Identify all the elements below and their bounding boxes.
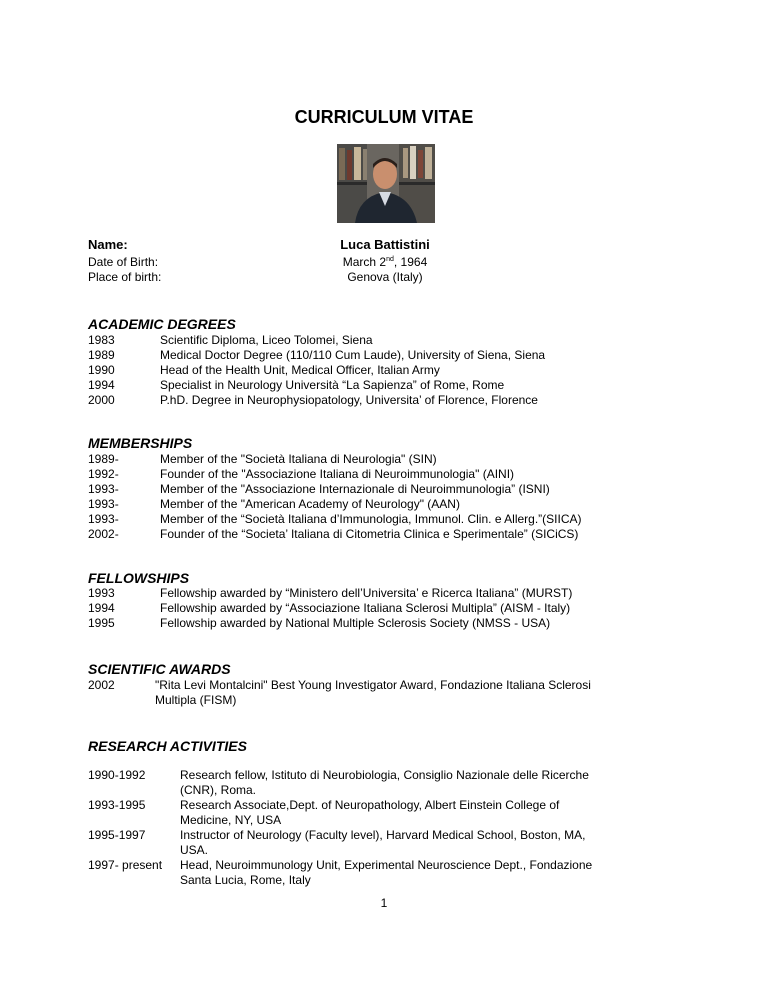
item-text: Founder of the “Societa’ Italiana di Citometria Clinica e Sperimentale” (SICiCS)	[160, 527, 579, 541]
item-text: Fellowship awarded by “Associazione Italiana Sclerosi Multipla” (AISM - Italy)	[160, 601, 571, 615]
academic-list	[88, 333, 728, 408]
award-line-1: "Rita Levi Montalcini" Best Young Investigator Award, Fondazione Italiana Sclerosi	[155, 678, 591, 692]
year: 1993-	[88, 512, 119, 526]
list-item	[88, 768, 728, 798]
research-heading: RESEARCH ACTIVITIES	[88, 738, 247, 754]
fellowships-heading: FELLOWSHIPS	[88, 570, 190, 586]
item-line-2: (CNR), Roma.	[180, 783, 257, 797]
item-text: Medical Doctor Degree (110/110 Cum Laude), University of Siena, Siena	[160, 348, 546, 362]
memberships-list	[88, 452, 728, 542]
dob-value	[300, 255, 470, 269]
year: 1994	[88, 378, 115, 392]
year: 1993	[88, 586, 115, 600]
list-item	[88, 333, 728, 348]
item-text: Founder of the "Associazione Italiana di Neuroimmunologia" (AINI)	[160, 467, 515, 481]
portrait-photo	[337, 144, 435, 223]
year: 1990	[88, 363, 115, 377]
item-line-1: Research Associate,Dept. of Neuropathology, Albert Einstein College of	[180, 798, 560, 812]
list-item	[88, 467, 728, 482]
list-item	[88, 482, 728, 497]
year: 2002-	[88, 527, 119, 541]
year: 1993-	[88, 482, 119, 496]
year: 1994	[88, 601, 115, 615]
year: 1989	[88, 348, 115, 362]
item-text: Member of the "American Academy of Neurology" (AAN)	[160, 497, 460, 511]
year: 1993-	[88, 497, 119, 511]
dob-label: Date of Birth:	[88, 255, 159, 269]
item-text: Member of the "Associazione Internazionale di Neuroimmunologia” (ISNI)	[160, 482, 550, 496]
name-label: Name:	[88, 237, 128, 252]
memberships-heading: MEMBERSHIPS	[88, 435, 193, 451]
item-text: Fellowship awarded by “Ministero dell’Universita’ e Ricerca Italiana” (MURST)	[160, 586, 573, 600]
list-item	[88, 601, 728, 616]
list-item	[88, 527, 728, 542]
item-text: Head of the Health Unit, Medical Officer, Italian Army	[160, 363, 440, 377]
year: 1997- present	[88, 858, 163, 872]
awards-heading: SCIENTIFIC AWARDS	[88, 661, 231, 677]
year: 1992-	[88, 467, 119, 481]
item-line-1: Instructor of Neurology (Faculty level), Harvard Medical School, Boston, MA,	[180, 828, 586, 842]
list-item	[88, 452, 728, 467]
item-text: Member of the “Società Italiana d’Immunologia, Immunol. Clin. e Allerg.”(SIICA)	[160, 512, 582, 526]
year: 1983	[88, 333, 115, 347]
item-line-1: Head, Neuroimmunology Unit, Experimental Neuroscience Dept., Fondazione	[180, 858, 593, 872]
year: 1989-	[88, 452, 119, 466]
item-line-1: Research fellow, Istituto di Neurobiologia, Consiglio Nazionale delle Ricerche	[180, 768, 589, 782]
item-line-2: Medicine, NY, USA	[180, 813, 282, 827]
name-value: Luca Battistini	[340, 237, 430, 252]
year: 2000	[88, 393, 115, 407]
item-line-2: Santa Lucia, Rome, Italy	[180, 873, 311, 887]
item-text: Fellowship awarded by National Multiple Sclerosis Society (NMSS - USA)	[160, 616, 551, 630]
list-item	[88, 378, 728, 393]
year: 1995-1997	[88, 828, 146, 842]
item-text: Specialist in Neurology Università “La Sapienza” of Rome, Rome	[160, 378, 505, 392]
page-number: 1	[380, 896, 388, 910]
list-item	[88, 497, 728, 512]
year: 1990-1992	[88, 768, 146, 782]
year: 1995	[88, 616, 115, 630]
dob-value-main: March 2	[342, 255, 387, 269]
dob-value-year: , 1964	[393, 255, 428, 269]
award-line-2: Multipla (FISM)	[155, 693, 237, 707]
list-item	[88, 363, 728, 378]
item-line-2: USA.	[180, 843, 209, 857]
document-title: CURRICULUM VITAE	[294, 107, 474, 127]
award-year: 2002	[88, 678, 115, 692]
list-item	[88, 393, 728, 408]
item-text: P.hD. Degree in Neurophysiopatology, Universita’ of Florence, Florence	[160, 393, 538, 407]
item-text: Member of the "Società Italiana di Neurologia" (SIN)	[160, 452, 437, 466]
portrait-image	[337, 144, 435, 223]
year: 1993-1995	[88, 798, 146, 812]
pob-value: Genova (Italy)	[347, 270, 423, 284]
academic-heading: ACADEMIC DEGREES	[88, 316, 236, 332]
pob-label: Place of birth:	[88, 270, 162, 284]
fellowships-list	[88, 586, 728, 631]
list-item	[88, 512, 728, 527]
list-item	[88, 348, 728, 363]
list-item	[88, 798, 728, 828]
list-item	[88, 828, 728, 858]
research-list	[88, 768, 728, 888]
dob-value-sup: nd	[386, 256, 394, 263]
list-item	[88, 616, 728, 631]
list-item	[88, 586, 728, 601]
item-text: Scientific Diploma, Liceo Tolomei, Siena	[160, 333, 373, 347]
list-item	[88, 858, 728, 888]
